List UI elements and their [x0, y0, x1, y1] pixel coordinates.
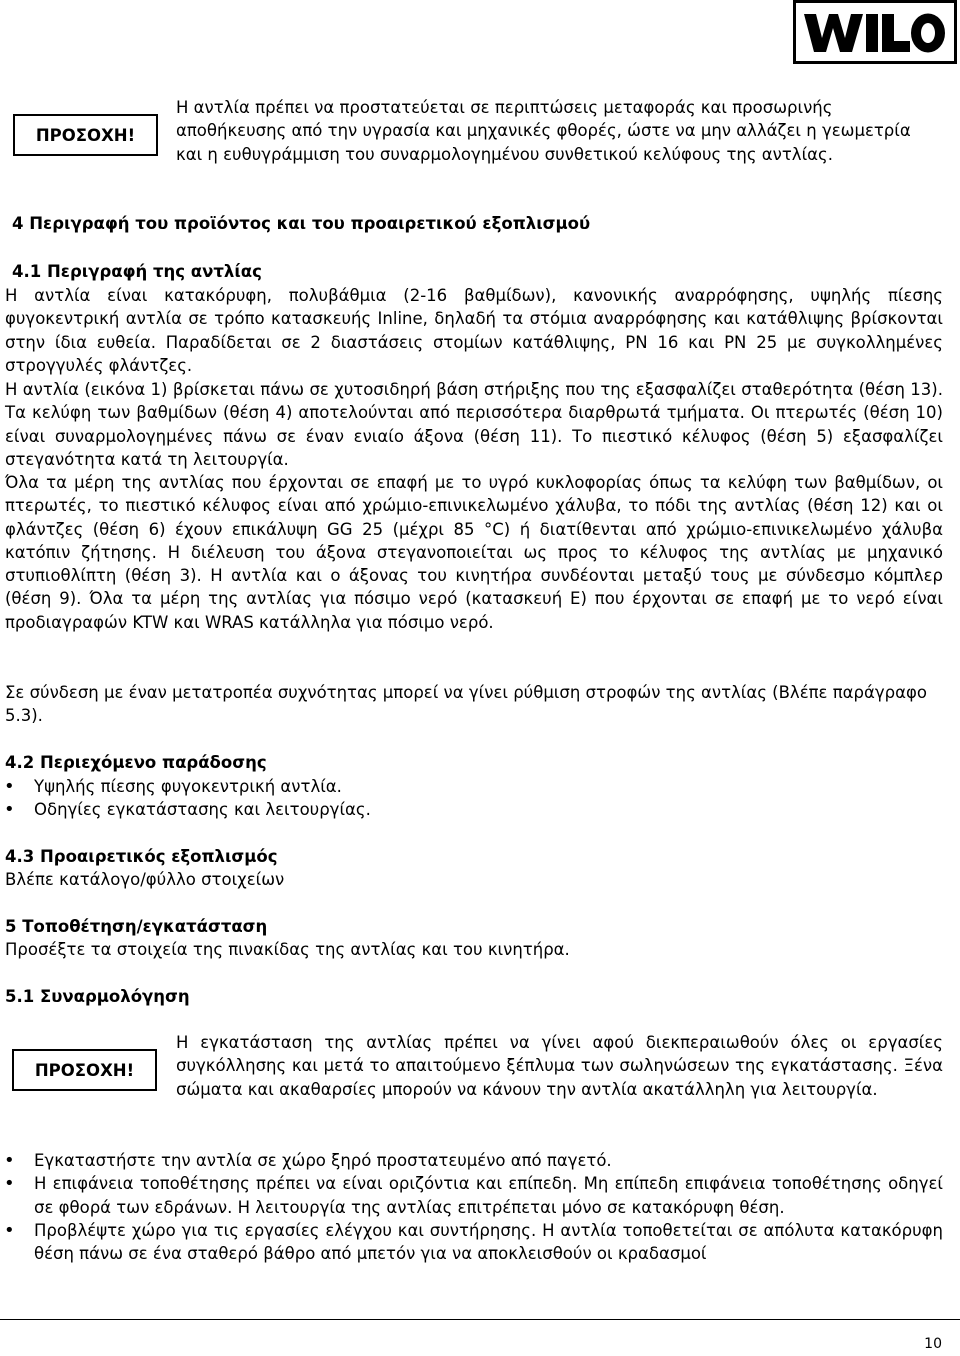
- installation-list: [0, 1149, 943, 1265]
- warning-badge: [12, 1049, 157, 1091]
- page-number: 10: [924, 1336, 942, 1352]
- paragraph: Η αντλία (εικόνα 1) βρίσκεται πάνω σε χυτοσιδηρή βάση στήριξης που της εξασφαλίζει σταθερότητα (θέση 13). Τα κελύφη των βαθμίδων (θέση 4) αποτελούνται από περισσότερα διαρθρωτά τμήματα. Οι πτερωτές (θέση 10) είναι συναρμολογημένες πάνω σε έναν ενιαίο άξονα (θέση 11). Το πιεστικό κέλυφος (θέση 5) εξασφαλίζει στεγανότητα κατά τη λειτουργία.: [5, 380, 943, 469]
- footer-divider: [0, 1319, 960, 1320]
- subsection-heading: 4.3 Προαιρετικός εξοπλισμός: [5, 847, 278, 866]
- section-heading: 4 Περιγραφή του προϊόντος και του προαιρετικού εξοπλισμού: [12, 214, 591, 233]
- warning-badge: [13, 114, 158, 156]
- warning-label: ΠΡΟΣΟΧΗ!: [35, 125, 136, 145]
- warning-label: ΠΡΟΣΟΧΗ!: [34, 1060, 135, 1080]
- wilo-logo: [793, 0, 957, 64]
- paragraph: Προσέξτε τα στοιχεία της πινακίδας της αντλίας και του κινητήρα.: [5, 940, 570, 959]
- paragraph: Όλα τα μέρη της αντλίας που έρχονται σε επαφή με το υγρό κυκλοφορίας όπως τα κελύφη των βαθμίδων, οι πτερωτές, το πιεστικό κέλυφος είναι από χρώμιο-επινικελωμένο χάλυβα, το πόδι της αντλίας (θέση 12) και οι φλάντζες (θέση 6) έχουν επικάλυψη GG 25 (μέχρι 85 °C) ή διατίθενται από χρώμιο-επινικελωμένο χάλυβα κατόπιν ζήτησης. Η διέλευση του άξονα στεγανοποιείται ως προς το κέλυφος της αντλίας με μηχανικό στυπιοθλίπτη (θέση 3). Η αντλία και ο άξονας του κινητήρα συνδέονται μεταξύ τους με σύνδεσμο κόμπλερ (θέση 9). Όλα τα μέρη της αντλίας για πόσιμο νερό (κατασκευή Ε) που έρχονται σε επαφή με το νερό είναι προδιαγραφών KTW και WRAS κατάλληλα για πόσιμο νερό.: [5, 473, 943, 632]
- wilo-logo-mark: [802, 8, 948, 56]
- list-item: • Η επιφάνεια τοποθέτησης πρέπει να είναι οριζόντια και επίπεδη. Μη επίπεδη επιφάνεια τοποθέτησης οδηγεί σε φθορά των εδράνων. Η λειτουργία της αντλίας επιτρέπεται μόνο σε κατακόρυφη θέση.: [0, 1172, 943, 1219]
- subsection-heading: 5.1 Συναρμολόγηση: [5, 987, 190, 1006]
- list-item: • Οδηγίες εγκατάστασης και λειτουργίας.: [0, 798, 940, 821]
- warning-text: Η αντλία πρέπει να προστατεύεται σε περιπτώσεις μεταφοράς και προσωρινής αποθήκευσης από την υγρασία και μηχανικές φθορές, ώστε να μην αλλάζει η γεωμετρία και η ευθυγράμμιση του συναρμολογημένου συνθετικού κελύφους της αντλίας.: [176, 98, 911, 164]
- section-heading: 5 Τοποθέτηση/εγκατάσταση: [5, 917, 268, 936]
- delivery-list: [0, 775, 940, 822]
- subsection-heading: 4.2 Περιεχόμενο παράδοσης: [5, 753, 267, 772]
- subsection-heading: 4.1 Περιγραφή της αντλίας: [12, 262, 262, 281]
- paragraph: Η αντλία είναι κατακόρυφη, πολυβάθμια (2-16 βαθμίδων), κανονικής αναρρόφησης, υψηλής πίεσης φυγοκεντρική αντλία σε τρόπο κατασκευής Inline, δηλαδή τα στόμια αναρρόφησης και κατάθλιψης βρίσκονται στην ίδια ευθεία. Παραδίδεται σε 2 διαστάσεις στομίων κατάθλιψης, PN 16 και PN 25 με συγκολλημένες στρογγυλές φλάντζες.: [5, 286, 943, 375]
- paragraph: Βλέπε κατάλογο/φύλλο στοιχείων: [5, 870, 285, 889]
- list-item: • Εγκαταστήστε την αντλία σε χώρο ξηρό προστατευμένο από παγετό.: [0, 1149, 943, 1172]
- list-item: • Προβλέψτε χώρο για τις εργασίες ελέγχου και συντήρησης. Η αντλία τοποθετείται σε απόλυτα κατακόρυφη θέση πάνω σε ένα σταθερό βάθρο από μπετόν για να αποκλεισθούν οι κραδασμοί: [0, 1219, 943, 1266]
- list-item: • Υψηλής πίεσης φυγοκεντρική αντλία.: [0, 775, 940, 798]
- paragraph: Σε σύνδεση με έναν μετατροπέα συχνότητας μπορεί να γίνει ρύθμιση στροφών της αντλίας (Βλέπε παράγραφο 5.3).: [5, 683, 927, 726]
- warning-text: Η εγκατάσταση της αντλίας πρέπει να γίνει αφού διεκπεραιωθούν όλες οι εργασίες συγκόλλησης και μετά το απαιτούμενο ξέπλυμα των σωληνώσεων της εγκατάστασης. Ξένα σώματα και ακαθαρσίες μπορούν να κάνουν την αντλία ακατάλληλη για λειτουργία.: [176, 1033, 943, 1099]
